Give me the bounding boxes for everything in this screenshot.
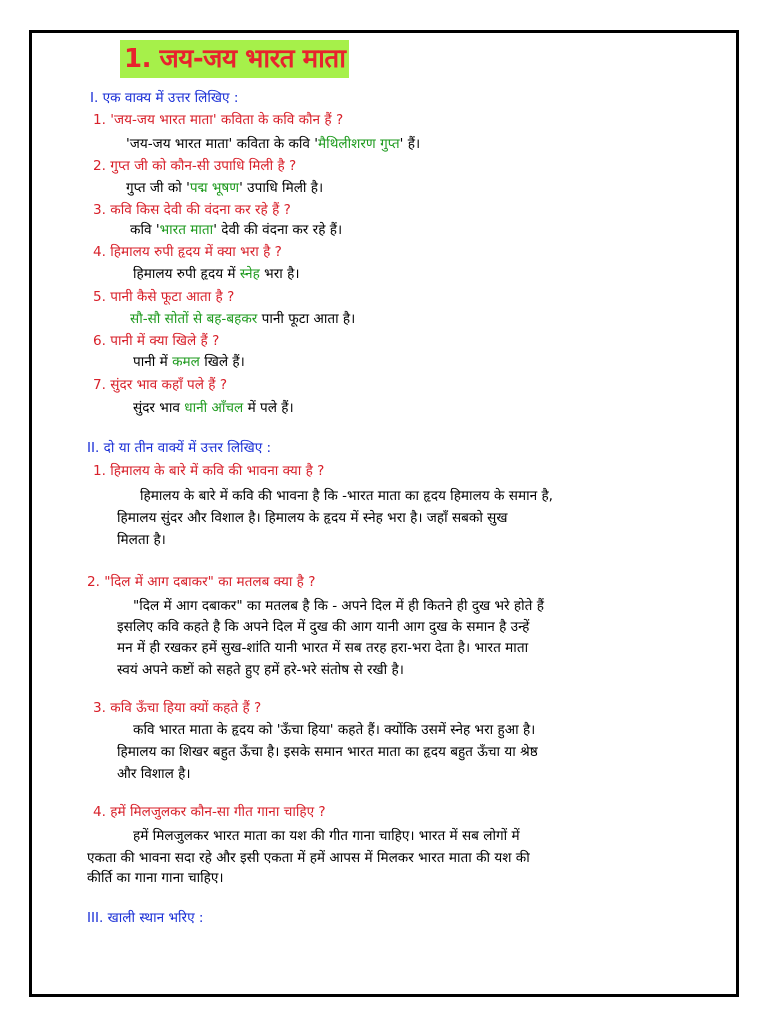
s1-question-3: 3. कवि किस देवी की वंदना कर रहे हैं ? xyxy=(93,202,291,218)
s1-question-4: 4. हिमालय रुपी हृदय में क्या भरा है ? xyxy=(93,244,282,260)
s1-question-7: 7. सुंदर भाव कहाँ पले हैं ? xyxy=(93,377,228,393)
s2-answer-3-line-2: हिमालय का शिखर बहुत ऊँचा है। इसके समान भारत माता का हृदय बहुत ऊँचा या श्रेष्ठ xyxy=(117,744,538,760)
s2-answer-1-line-1: हिमालय के बारे में कवि की भावना है कि -भारत माता का हृदय हिमालय के समान है, xyxy=(140,488,553,504)
s1-answer-3: कवि 'भारत माता' देवी की वंदना कर रहे हैं। xyxy=(130,222,343,238)
s2-answer-2-line-3: मन में ही रखकर हमें सुख-शांति यानी भारत में सब तरह हरा-भरा देता है। भारत माता xyxy=(117,640,529,656)
s2-question-3: 3. कवि ऊँचा हिया क्यों कहते हैं ? xyxy=(93,700,262,716)
s1-question-6: 6. पानी में क्या खिले हैं ? xyxy=(93,333,220,349)
page-title: 1. जय-जय भारत माता xyxy=(120,40,349,78)
s2-answer-3-line-1: कवि भारत माता के हृदय को 'ऊँचा हिया' कहते हैं। क्योंकि उसमें स्नेह भरा हुआ है। xyxy=(133,722,536,738)
s1-answer-4: हिमालय रुपी हृदय में स्नेह भरा है। xyxy=(133,266,300,282)
s2-answer-1-line-2: हिमालय सुंदर और विशाल है। हिमालय के हृदय में स्नेह भरा है। जहाँ सबको सुख xyxy=(117,510,508,526)
s2-answer-2-line-1: "दिल में आग दबाकर" का मतलब है कि - अपने दिल में ही कितने ही दुख भरे होते हैं xyxy=(133,598,544,614)
s2-answer-1-line-3: मिलता है। xyxy=(117,532,166,548)
s2-answer-4-line-3: कीर्ति का गाना गाना चाहिए। xyxy=(87,870,224,886)
s2-answer-3-line-3: और विशाल है। xyxy=(117,766,191,782)
s2-question-1: 1. हिमालय के बारे में कवि की भावना क्या है ? xyxy=(93,463,325,479)
section-1-heading: I. एक वाक्य में उत्तर लिखिए : xyxy=(90,90,239,106)
s1-answer-5: सौ-सौ सोतों से बह-बहकर पानी फूटा आता है। xyxy=(130,311,356,327)
s2-answer-4-line-2: एकता की भावना सदा रहे और इसी एकता में हमें आपस में मिलकर भारत माता की यश की xyxy=(87,850,530,866)
s2-answer-2-line-2: इसलिए कवि कहते है कि अपने दिल में दुख की आग यानी आग दुख के समान है उन्हें xyxy=(117,619,530,635)
s1-answer-6: पानी में कमल खिले हैं। xyxy=(133,354,245,370)
section-2-heading: II. दो या तीन वाक्यें में उत्तर लिखिए : xyxy=(87,440,272,456)
s2-question-4: 4. हमें मिलजुलकर कौन-सा गीत गाना चाहिए ? xyxy=(93,804,326,820)
s1-answer-7: सुंदर भाव धानी आँचल में पले हैं। xyxy=(133,400,294,416)
section-3-heading: III. खाली स्थान भरिए : xyxy=(87,910,204,926)
s1-question-1: 1. 'जय-जय भारत माता' कविता के कवि कौन हैं ? xyxy=(93,112,344,128)
s1-question-2: 2. गुप्त जी को कौन-सी उपाधि मिली है ? xyxy=(93,158,297,174)
s2-answer-4-line-1: हमें मिलजुलकर भारत माता का यश की गीत गाना चाहिए। भारत में सब लोगों में xyxy=(133,828,520,844)
s1-answer-1: 'जय-जय भारत माता' कविता के कवि 'मैथिलीशरण गुप्त' हैं। xyxy=(126,136,421,152)
s1-answer-2: गुप्त जी को 'पद्म भूषण' उपाधि मिली है। xyxy=(126,180,324,196)
s2-question-2: 2. "दिल में आग दबाकर" का मतलब क्या है ? xyxy=(87,574,316,590)
s2-answer-2-line-4: स्वयं अपने कष्टों को सहते हुए हमें हरे-भरे संतोष से रखी है। xyxy=(117,662,404,678)
s1-question-5: 5. पानी कैसे फूटा आता है ? xyxy=(93,289,235,305)
